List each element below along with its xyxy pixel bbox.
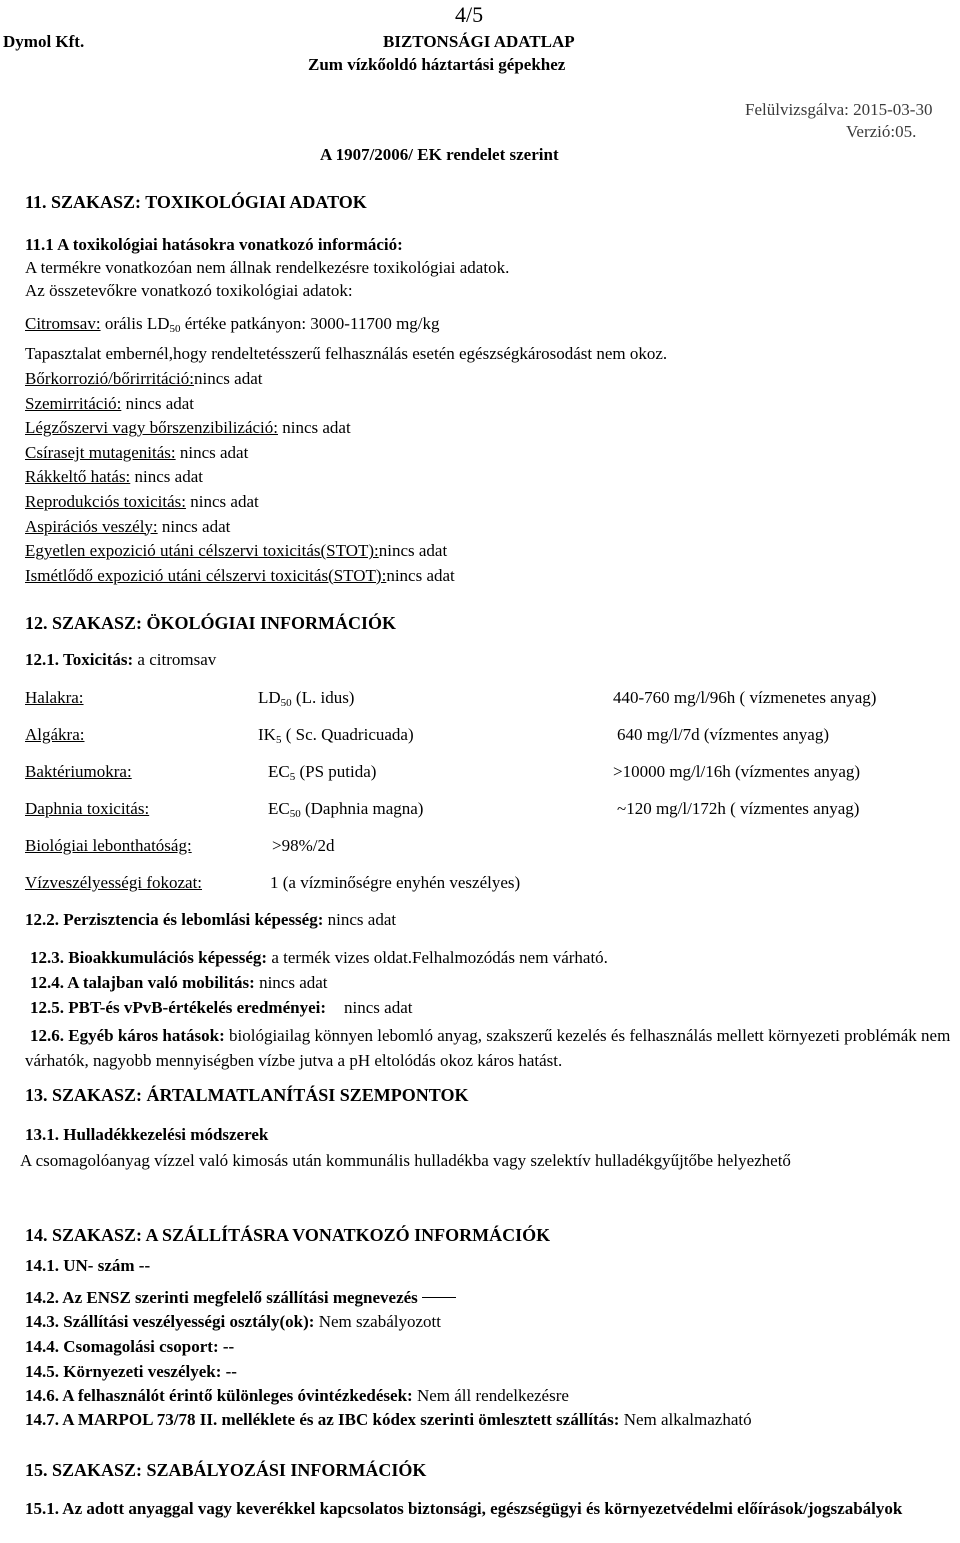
tox-item: Rákkeltő hatás: nincs adat xyxy=(25,467,203,487)
eco-label-daphnia: Daphnia toxicitás: xyxy=(25,799,150,818)
section-11-title: 11. SZAKASZ: TOXIKOLÓGIAI ADATOK xyxy=(25,192,367,212)
biodegradability-value: >98%/2d xyxy=(272,836,335,855)
components-tox-label: Az összetevőkre vonatkozó toxikológiai adatok: xyxy=(25,281,353,300)
document-title: BIZTONSÁGI ADATLAP xyxy=(383,32,575,51)
human-experience: Tapasztalat embernél,hogy rendeltetésszerű felhasználás esetén egészségkárosodást nem okoz. xyxy=(25,344,668,363)
eco-label-algae: Algákra: xyxy=(25,725,85,744)
tox-item: Reprodukciós toxicitás: nincs adat xyxy=(25,491,259,511)
section-12-4: 12.4. A talajban való mobilitás: nincs adat xyxy=(30,973,328,992)
section-12-2: 12.2. Perzisztencia és lebomlási képesség: nincs adat xyxy=(25,910,397,929)
water-hazard-value: 1 (a vízminőségre enyhén veszélyes) xyxy=(270,873,521,892)
tox-item: Szemirritáció: nincs adat xyxy=(25,393,195,413)
page-number: 4/5 xyxy=(455,2,484,27)
section-14-2: 14.2. Az ENSZ szerinti megfelelő szállítási megnevezés xyxy=(25,1288,456,1308)
section-12-title: 12. SZAKASZ: ÖKOLÓGIAI INFORMÁCIÓK xyxy=(25,613,397,633)
revision-date: Felülvizsgálva: 2015-03-30 xyxy=(745,100,933,119)
version: Verzió:05. xyxy=(846,122,917,141)
section-15-1-title: 15.1. Az adott anyaggal vagy keverékkel kapcsolatos biztonsági, egészségügyi és környezetvédelmi előírások/jogszabályok xyxy=(25,1499,903,1518)
eco-value-algae: 640 mg/l/7d (vízmentes anyag) xyxy=(617,725,829,744)
section-13-1-title: 13.1. Hulladékkezelési módszerek xyxy=(25,1125,269,1144)
section-14-6: 14.6. A felhasználót érintő különleges óvintézkedések: Nem áll rendelkezésre xyxy=(25,1386,569,1405)
section-12-6: 12.6. Egyéb káros hatások: biológiailag könnyen lebomló anyag, szakszerű kezelés és felhasználás mellett környezeti problémák nem várhatók, nagyobb mennyiségben vízbe jutva a pH eltolódás okoz káros hatást. xyxy=(25,1026,951,1070)
eco-measure-daphnia: $EC_{50}$ (Daphnia magna) xyxy=(268,799,424,820)
tox-item: Aspirációs veszély: nincs adat xyxy=(25,516,231,536)
eco-value-bacteria: >10000 mg/l/16h (vízmentes anyag) xyxy=(613,762,861,781)
eco-measure-bacteria: $EC_5$ (PS putida) xyxy=(268,762,377,783)
waste-handling-text: A csomagolóanyag vízzel való kimosás után kommunális hulladékba vagy szelektív hulladékgyűjtőbe helyezhető xyxy=(20,1151,791,1170)
tox-item-list xyxy=(25,367,455,588)
section-14-1: 14.1. UN- szám -- xyxy=(25,1256,151,1275)
section-14-3: 14.3. Szállítási veszélyességi osztály(ok): Nem szabályozott xyxy=(25,1312,441,1331)
biodegradability-label: Biológiai lebonthatóság: xyxy=(25,836,192,855)
tox-item: Ismétlődő expozició utáni célszervi toxicitás(STOT):nincs adat xyxy=(25,565,455,585)
section-14-7: 14.7. A MARPOL 73/78 II. melléklete és az IBC kódex szerinti ömlesztett szállítás: Nem alkalmazható xyxy=(25,1410,752,1429)
eco-measure-algae: $IK_5$ ( Sc. Quadricuada) xyxy=(258,725,414,746)
product-tox-note: A termékre vonatkozóan nem állnak rendelkezésre toxikológiai adatok. xyxy=(25,258,510,277)
section-12-5: 12.5. PBT-és vPvB-értékelés eredményei: nincs adat xyxy=(30,998,413,1017)
regulation: A 1907/2006/ EK rendelet szerint xyxy=(320,145,559,164)
citric-acid-ld50: Citromsav: orális $LD_{50}$ értéke patkányon: 3000-11700 mg/kg xyxy=(25,314,440,335)
dash-line xyxy=(422,1297,456,1298)
tox-item: Egyetlen expozició utáni célszervi toxicitás(STOT):nincs adat xyxy=(25,541,448,561)
eco-label-bacteria: Baktériumokra: xyxy=(25,762,132,781)
section-13-title: 13. SZAKASZ: ÁRTALMATLANÍTÁSI SZEMPONTOK xyxy=(25,1085,469,1105)
eco-label-fish: Halakra: xyxy=(25,688,84,707)
section-14-4: 14.4. Csomagolási csoport: -- xyxy=(25,1337,235,1356)
section-14-title: 14. SZAKASZ: A SZÁLLÍTÁSRA VONATKOZÓ INFORMÁCIÓK xyxy=(25,1225,551,1245)
eco-value-fish: 440-760 mg/l/96h ( vízmenetes anyag) xyxy=(613,688,877,707)
tox-item: Légzőszervi vagy bőrszenzibilizáció: nincs adat xyxy=(25,418,351,438)
tox-item: Bőrkorrozió/bőrirritáció:nincs adat xyxy=(25,369,263,388)
water-hazard-label: Vízveszélyességi fokozat: xyxy=(25,873,203,892)
section-15-title: 15. SZAKASZ: SZABÁLYOZÁSI INFORMÁCIÓK xyxy=(25,1460,427,1480)
section-14-5: 14.5. Környezeti veszélyek: -- xyxy=(25,1362,237,1381)
company-name: Dymol Kft. xyxy=(3,32,85,51)
eco-measure-fish: $LD_{50}$ (L. idus) xyxy=(258,688,355,709)
tox-item: Csírasejt mutagenitás: nincs adat xyxy=(25,442,249,462)
product-name: Zum vízkőoldó háztartási gépekhez xyxy=(308,55,566,74)
section-12-3: 12.3. Bioakkumulációs képesség: a termék vizes oldat.Felhalmozódás nem várható. xyxy=(30,948,608,967)
eco-value-daphnia: ~120 mg/l/172h ( vízmentes anyag) xyxy=(617,799,860,818)
section-12-1: 12.1. Toxicitás: a citromsav xyxy=(25,650,217,669)
section-11-1-title: 11.1 A toxikológiai hatásokra vonatkozó információ: xyxy=(25,235,403,254)
